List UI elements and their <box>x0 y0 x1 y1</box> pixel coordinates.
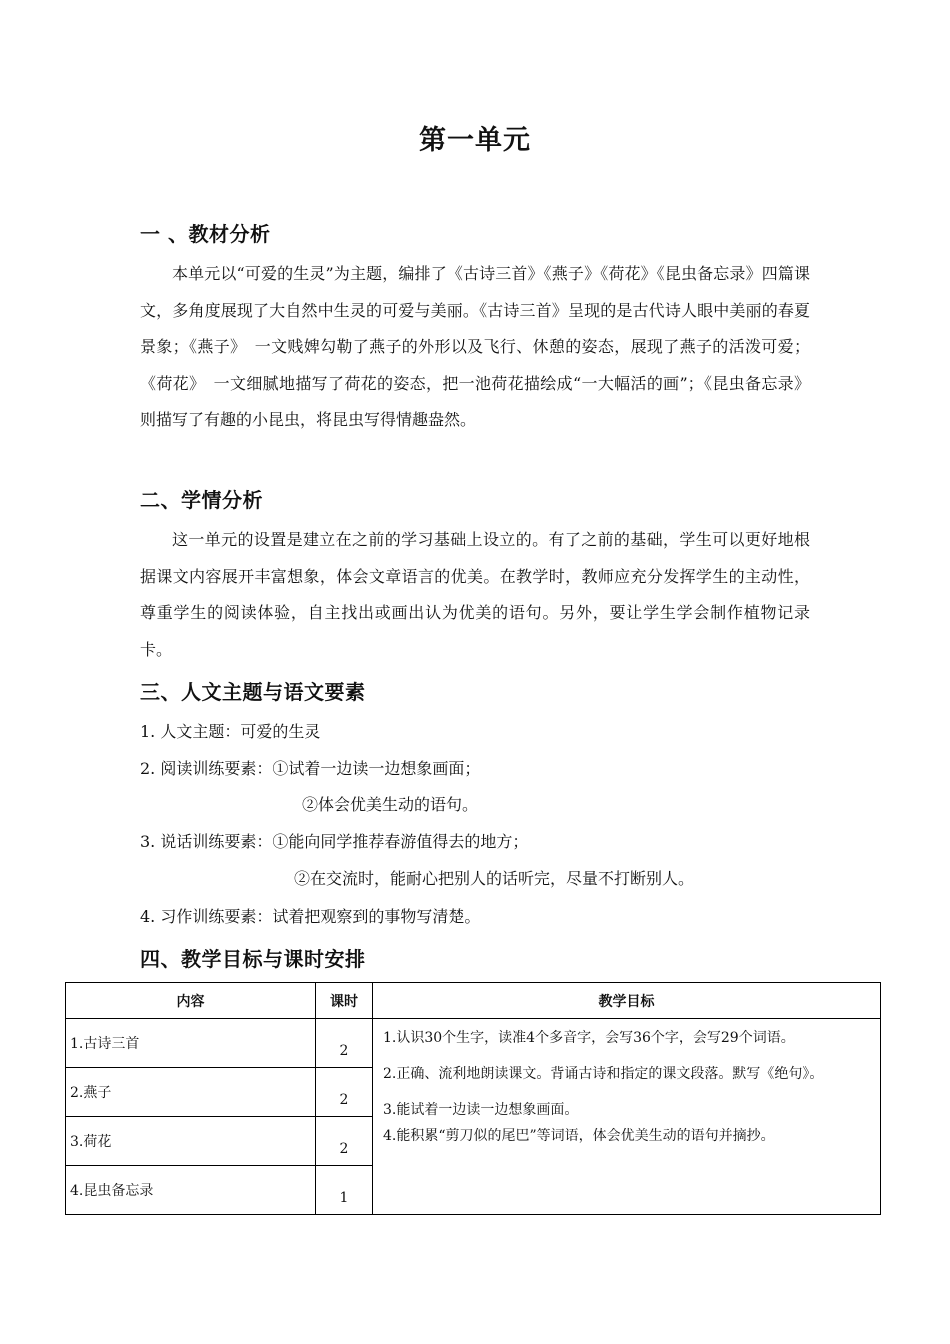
list-item: 2. 阅读训练要素：①试着一边读一边想象画面； <box>140 759 481 778</box>
goal-item: 3.能试着一边读一边想象画面。 <box>383 1102 579 1118</box>
goals-schedule-table <box>65 982 881 1215</box>
table-cell-content: 4.昆虫备忘录 <box>66 1166 316 1215</box>
table-cell-content: 1.古诗三首 <box>66 1019 316 1068</box>
table-cell-goals <box>373 1019 881 1215</box>
goal-item: 1.认识30个生字，读准4个多音字，会写36个字，会写29个词语。 <box>383 1030 795 1046</box>
table-cell-hours: 2 <box>316 1019 373 1068</box>
section-heading-goals-schedule: 四、教学目标与课时安排 <box>140 947 366 971</box>
list-item: ②体会优美生动的语句。 <box>302 795 479 814</box>
goal-item: 4.能积累“剪刀似的尾巴”等词语，体会优美生动的语句并摘抄。 <box>383 1128 775 1144</box>
textbook-analysis-paragraph: 本单元以“可爱的生灵”为主题，编排了《古诗三首》《燕子》《荷花》《昆虫备忘录》四篇课文，多角度展现了大自然中生灵的可爱与美丽。《古诗三首》呈现的是古代诗人眼中美丽的春夏景象；《燕子》 一文贱婢勾勒了燕子的外形以及飞行、休憩的姿态，展现了燕子的活泼可爱；《荷花》 一文细腻地描写了荷花的姿态，把一池荷花描绘成“一大幅活的画”；《昆虫备忘录》则描写了有趣的小昆虫，将昆虫写得情趣盎然。 <box>140 264 810 429</box>
table-cell-hours: 2 <box>316 1117 373 1166</box>
learner-analysis-paragraph: 这一单元的设置是建立在之前的学习基础上设立的。有了之前的基础，学生可以更好地根据课文内容展开丰富想象，体会文章语言的优美。在教学时，教师应充分发挥学生的主动性，尊重学生的阅读体验，自主找出或画出认为优美的语句。另外，要让学生学会制作植物记录卡。 <box>140 530 810 659</box>
table-cell-content: 3.荷花 <box>66 1117 316 1166</box>
table-cell-content: 2.燕子 <box>66 1068 316 1117</box>
header-hours: 课时 <box>316 983 373 1019</box>
header-content: 内容 <box>66 983 316 1019</box>
list-item: 1. 人文主题：可爱的生灵 <box>140 722 321 741</box>
header-goals: 教学目标 <box>373 983 881 1019</box>
table-cell-hours: 1 <box>316 1166 373 1215</box>
list-item: 3. 说话训练要素：①能向同学推荐春游值得去的地方； <box>140 832 529 851</box>
section-heading-textbook-analysis: 一 、教材分析 <box>140 222 271 246</box>
table-row <box>66 1019 881 1068</box>
section-heading-learner-analysis: 二、学情分析 <box>140 488 263 512</box>
section-heading-theme-elements: 三、人文主题与语文要素 <box>140 680 366 704</box>
table-header-row <box>66 983 881 1019</box>
list-item: ②在交流时，能耐心把别人的话听完，尽量不打断别人。 <box>294 869 695 888</box>
table-cell-hours: 2 <box>316 1068 373 1117</box>
page-title: 第一单元 <box>419 125 531 156</box>
goal-item: 2.正确、流利地朗读课文。背诵古诗和指定的课文段落。默写《绝句》。 <box>383 1066 824 1082</box>
list-item: 4. 习作训练要素：试着把观察到的事物写清楚。 <box>140 907 481 926</box>
